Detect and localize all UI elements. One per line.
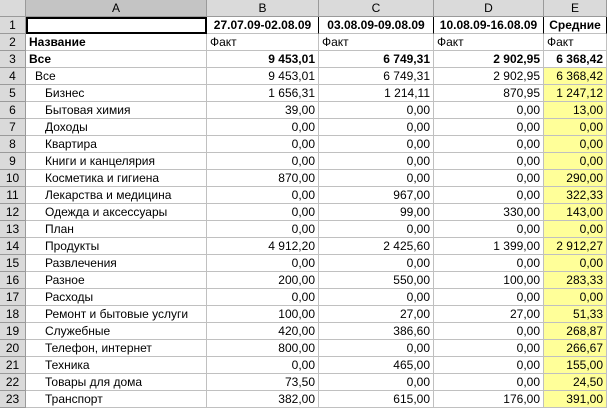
row-header[interactable]: 11 bbox=[0, 187, 26, 204]
cell-b-19[interactable]: 420,00 bbox=[207, 323, 319, 340]
cell-b-5[interactable]: 1 656,31 bbox=[207, 85, 319, 102]
cell-b-14[interactable]: 4 912,20 bbox=[207, 238, 319, 255]
cell-e-21[interactable]: 155,00 bbox=[544, 357, 607, 374]
cell-c-11[interactable]: 967,00 bbox=[319, 187, 434, 204]
cell-d-8[interactable]: 0,00 bbox=[434, 136, 544, 153]
cell-d-11[interactable]: 0,00 bbox=[434, 187, 544, 204]
cell-a-22[interactable]: Товары для дома bbox=[26, 374, 207, 391]
cell-b-17[interactable]: 0,00 bbox=[207, 289, 319, 306]
cell-d-6[interactable]: 0,00 bbox=[434, 102, 544, 119]
cell-d-17[interactable]: 0,00 bbox=[434, 289, 544, 306]
cell-a-10[interactable]: Косметика и гигиена bbox=[26, 170, 207, 187]
cell-a-18[interactable]: Ремонт и бытовые услуги bbox=[26, 306, 207, 323]
cell-a-5[interactable]: Бизнес bbox=[26, 85, 207, 102]
select-all-corner[interactable] bbox=[0, 0, 26, 17]
cell-b-23[interactable]: 382,00 bbox=[207, 391, 319, 408]
cell-d-15[interactable]: 0,00 bbox=[434, 255, 544, 272]
cell-a-11[interactable]: Лекарства и медицина bbox=[26, 187, 207, 204]
cell-b-15[interactable]: 0,00 bbox=[207, 255, 319, 272]
cell-a-19[interactable]: Служебные bbox=[26, 323, 207, 340]
row-header[interactable]: 1 bbox=[0, 17, 26, 34]
row-header[interactable]: 10 bbox=[0, 170, 26, 187]
cell-c-14[interactable]: 2 425,60 bbox=[319, 238, 434, 255]
row-header[interactable]: 13 bbox=[0, 221, 26, 238]
row-header[interactable]: 17 bbox=[0, 289, 26, 306]
cell-b-6[interactable]: 39,00 bbox=[207, 102, 319, 119]
cell-d-22[interactable]: 0,00 bbox=[434, 374, 544, 391]
cell-a-17[interactable]: Расходы bbox=[26, 289, 207, 306]
column-header-b[interactable]: B bbox=[207, 0, 319, 17]
cell-a-9[interactable]: Книги и канцелярия bbox=[26, 153, 207, 170]
row-header[interactable]: 20 bbox=[0, 340, 26, 357]
cell-a-6[interactable]: Бытовая химия bbox=[26, 102, 207, 119]
cell-a-12[interactable]: Одежда и аксессуары bbox=[26, 204, 207, 221]
cell-b-8[interactable]: 0,00 bbox=[207, 136, 319, 153]
cell-c-5[interactable]: 1 214,11 bbox=[319, 85, 434, 102]
cell-e-8[interactable]: 0,00 bbox=[544, 136, 607, 153]
row-header[interactable]: 22 bbox=[0, 374, 26, 391]
cell-b-10[interactable]: 870,00 bbox=[207, 170, 319, 187]
cell-e-14[interactable]: 2 912,27 bbox=[544, 238, 607, 255]
cell-e-12[interactable]: 143,00 bbox=[544, 204, 607, 221]
cell-a-4[interactable]: Все bbox=[26, 68, 207, 85]
cell-c-19[interactable]: 386,60 bbox=[319, 323, 434, 340]
cell-b-2[interactable]: Факт bbox=[207, 34, 319, 51]
cell-b-20[interactable]: 800,00 bbox=[207, 340, 319, 357]
cell-c-6[interactable]: 0,00 bbox=[319, 102, 434, 119]
column-header-c[interactable]: C bbox=[319, 0, 434, 17]
cell-e-4[interactable]: 6 368,42 bbox=[544, 68, 607, 85]
cell-c-12[interactable]: 99,00 bbox=[319, 204, 434, 221]
cell-c-4[interactable]: 6 749,31 bbox=[319, 68, 434, 85]
cell-e-23[interactable]: 391,00 bbox=[544, 391, 607, 408]
cell-d-20[interactable]: 0,00 bbox=[434, 340, 544, 357]
cell-e-17[interactable]: 0,00 bbox=[544, 289, 607, 306]
row-header[interactable]: 3 bbox=[0, 51, 26, 68]
cell-a-23[interactable]: Транспорт bbox=[26, 391, 207, 408]
cell-e-10[interactable]: 290,00 bbox=[544, 170, 607, 187]
cell-d-14[interactable]: 1 399,00 bbox=[434, 238, 544, 255]
column-header-a[interactable]: A bbox=[26, 0, 207, 17]
row-header[interactable]: 18 bbox=[0, 306, 26, 323]
cell-e-1[interactable]: Средние bbox=[544, 17, 607, 34]
cell-c-15[interactable]: 0,00 bbox=[319, 255, 434, 272]
cell-d-5[interactable]: 870,95 bbox=[434, 85, 544, 102]
cell-a-20[interactable]: Телефон, интернет bbox=[26, 340, 207, 357]
row-header[interactable]: 12 bbox=[0, 204, 26, 221]
cell-b-12[interactable]: 0,00 bbox=[207, 204, 319, 221]
row-header[interactable]: 19 bbox=[0, 323, 26, 340]
cell-c-18[interactable]: 27,00 bbox=[319, 306, 434, 323]
cell-e-3[interactable]: 6 368,42 bbox=[544, 51, 607, 68]
cell-a-3[interactable]: Все bbox=[26, 51, 207, 68]
row-header[interactable]: 2 bbox=[0, 34, 26, 51]
cell-a-13[interactable]: План bbox=[26, 221, 207, 238]
cell-d-1[interactable]: 10.08.09-16.08.09 bbox=[434, 17, 544, 34]
cell-d-4[interactable]: 2 902,95 bbox=[434, 68, 544, 85]
cell-b-1[interactable]: 27.07.09-02.08.09 bbox=[207, 17, 319, 34]
cell-e-7[interactable]: 0,00 bbox=[544, 119, 607, 136]
cell-e-2[interactable]: Факт bbox=[544, 34, 607, 51]
cell-b-7[interactable]: 0,00 bbox=[207, 119, 319, 136]
cell-c-2[interactable]: Факт bbox=[319, 34, 434, 51]
row-header[interactable]: 15 bbox=[0, 255, 26, 272]
cell-e-16[interactable]: 283,33 bbox=[544, 272, 607, 289]
cell-a-16[interactable]: Разное bbox=[26, 272, 207, 289]
cell-b-16[interactable]: 200,00 bbox=[207, 272, 319, 289]
cell-c-20[interactable]: 0,00 bbox=[319, 340, 434, 357]
cell-b-22[interactable]: 73,50 bbox=[207, 374, 319, 391]
cell-b-4[interactable]: 9 453,01 bbox=[207, 68, 319, 85]
cell-a-21[interactable]: Техника bbox=[26, 357, 207, 374]
cell-a-7[interactable]: Доходы bbox=[26, 119, 207, 136]
row-header[interactable]: 21 bbox=[0, 357, 26, 374]
cell-b-18[interactable]: 100,00 bbox=[207, 306, 319, 323]
cell-a-14[interactable]: Продукты bbox=[26, 238, 207, 255]
row-header[interactable]: 7 bbox=[0, 119, 26, 136]
cell-d-12[interactable]: 330,00 bbox=[434, 204, 544, 221]
cell-c-3[interactable]: 6 749,31 bbox=[319, 51, 434, 68]
cell-c-13[interactable]: 0,00 bbox=[319, 221, 434, 238]
cell-c-7[interactable]: 0,00 bbox=[319, 119, 434, 136]
cell-d-2[interactable]: Факт bbox=[434, 34, 544, 51]
row-header[interactable]: 5 bbox=[0, 85, 26, 102]
cell-d-16[interactable]: 100,00 bbox=[434, 272, 544, 289]
cell-e-11[interactable]: 322,33 bbox=[544, 187, 607, 204]
cell-d-18[interactable]: 27,00 bbox=[434, 306, 544, 323]
cell-e-5[interactable]: 1 247,12 bbox=[544, 85, 607, 102]
cell-e-13[interactable]: 0,00 bbox=[544, 221, 607, 238]
row-header[interactable]: 16 bbox=[0, 272, 26, 289]
cell-d-21[interactable]: 0,00 bbox=[434, 357, 544, 374]
cell-c-22[interactable]: 0,00 bbox=[319, 374, 434, 391]
row-header[interactable]: 4 bbox=[0, 68, 26, 85]
cell-a-1[interactable] bbox=[26, 17, 207, 34]
cell-b-11[interactable]: 0,00 bbox=[207, 187, 319, 204]
cell-b-3[interactable]: 9 453,01 bbox=[207, 51, 319, 68]
cell-c-17[interactable]: 0,00 bbox=[319, 289, 434, 306]
cell-c-8[interactable]: 0,00 bbox=[319, 136, 434, 153]
cell-b-9[interactable]: 0,00 bbox=[207, 153, 319, 170]
row-header[interactable]: 9 bbox=[0, 153, 26, 170]
cell-d-9[interactable]: 0,00 bbox=[434, 153, 544, 170]
cell-a-8[interactable]: Квартира bbox=[26, 136, 207, 153]
cell-b-13[interactable]: 0,00 bbox=[207, 221, 319, 238]
cell-e-19[interactable]: 268,87 bbox=[544, 323, 607, 340]
cell-d-23[interactable]: 176,00 bbox=[434, 391, 544, 408]
cell-a-15[interactable]: Развлечения bbox=[26, 255, 207, 272]
cell-d-10[interactable]: 0,00 bbox=[434, 170, 544, 187]
cell-a-2[interactable]: Название bbox=[26, 34, 207, 51]
cell-c-23[interactable]: 615,00 bbox=[319, 391, 434, 408]
row-header[interactable]: 14 bbox=[0, 238, 26, 255]
row-header[interactable]: 6 bbox=[0, 102, 26, 119]
cell-d-3[interactable]: 2 902,95 bbox=[434, 51, 544, 68]
row-header[interactable]: 23 bbox=[0, 391, 26, 408]
cell-c-9[interactable]: 0,00 bbox=[319, 153, 434, 170]
cell-c-16[interactable]: 550,00 bbox=[319, 272, 434, 289]
row-header[interactable]: 8 bbox=[0, 136, 26, 153]
cell-e-18[interactable]: 51,33 bbox=[544, 306, 607, 323]
cell-d-13[interactable]: 0,00 bbox=[434, 221, 544, 238]
column-header-e[interactable]: E bbox=[544, 0, 607, 17]
cell-c-10[interactable]: 0,00 bbox=[319, 170, 434, 187]
cell-d-7[interactable]: 0,00 bbox=[434, 119, 544, 136]
cell-e-9[interactable]: 0,00 bbox=[544, 153, 607, 170]
cell-b-21[interactable]: 0,00 bbox=[207, 357, 319, 374]
cell-c-1[interactable]: 03.08.09-09.08.09 bbox=[319, 17, 434, 34]
cell-c-21[interactable]: 465,00 bbox=[319, 357, 434, 374]
cell-e-6[interactable]: 13,00 bbox=[544, 102, 607, 119]
cell-e-22[interactable]: 24,50 bbox=[544, 374, 607, 391]
cell-d-19[interactable]: 0,00 bbox=[434, 323, 544, 340]
cell-e-20[interactable]: 266,67 bbox=[544, 340, 607, 357]
cell-e-15[interactable]: 0,00 bbox=[544, 255, 607, 272]
column-header-d[interactable]: D bbox=[434, 0, 544, 17]
